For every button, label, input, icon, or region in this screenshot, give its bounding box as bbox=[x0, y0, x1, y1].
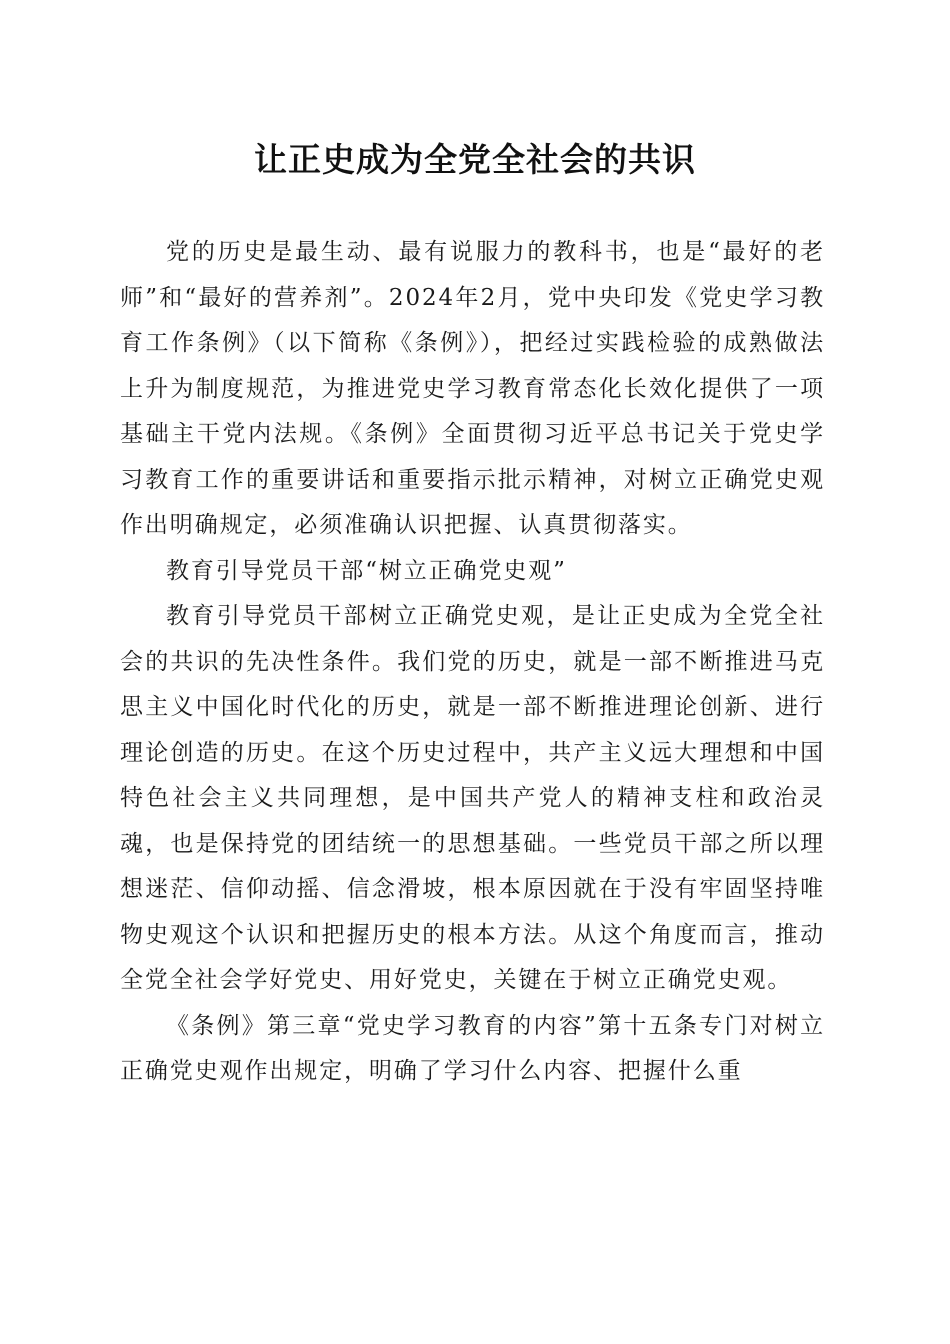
document-body bbox=[120, 230, 825, 1095]
section-heading: 教育引导党员干部“树立正确党史观” bbox=[166, 557, 567, 584]
paragraph-regulation: 《条例》第三章“党史学习教育的内容”第十五条专门对树立正确党史观作出规定，明确了学习什么内容、把握什么重 bbox=[120, 1012, 825, 1084]
paragraph-section-body: 教育引导党员干部树立正确党史观，是让正史成为全党全社会的共识的先决性条件。我们党的历史，就是一部不断推进马克思主义中国化时代化的历史，就是一部不断推进理论创新、进行理论创造的历史。在这个历史过程中，共产主义远大理想和中国特色社会主义共同理想，是中国共产党人的精神支柱和政治灵魂，也是保持党的团结统一的思想基础。一些党员干部之所以理想迷茫、信仰动摇、信念滑坡，根本原因就在于没有牢固坚持唯物史观这个认识和把握历史的根本方法。从这个角度而言，推动全党全社会学好党史、用好党史，关键在于树立正确党史观。 bbox=[120, 603, 825, 993]
document-title: 让正史成为全党全社会的共识 bbox=[254, 140, 696, 179]
paragraph-intro: 党的历史是最生动、最有说服力的教科书，也是“最好的老师”和“最好的营养剂”。2024年2月，党中央印发《党史学习教育工作条例》（以下简称《条例》），把经过实践检验的成熟做法上升为制度规范，为推进党史学习教育常态化长效化提供了一项基础主干党内法规。《条例》全面贯彻习近平总书记关于党史学习教育工作的重要讲话和重要指示批示精神，对树立正确党史观作出明确规定，必须准确认识把握、认真贯彻落实。 bbox=[120, 239, 825, 538]
